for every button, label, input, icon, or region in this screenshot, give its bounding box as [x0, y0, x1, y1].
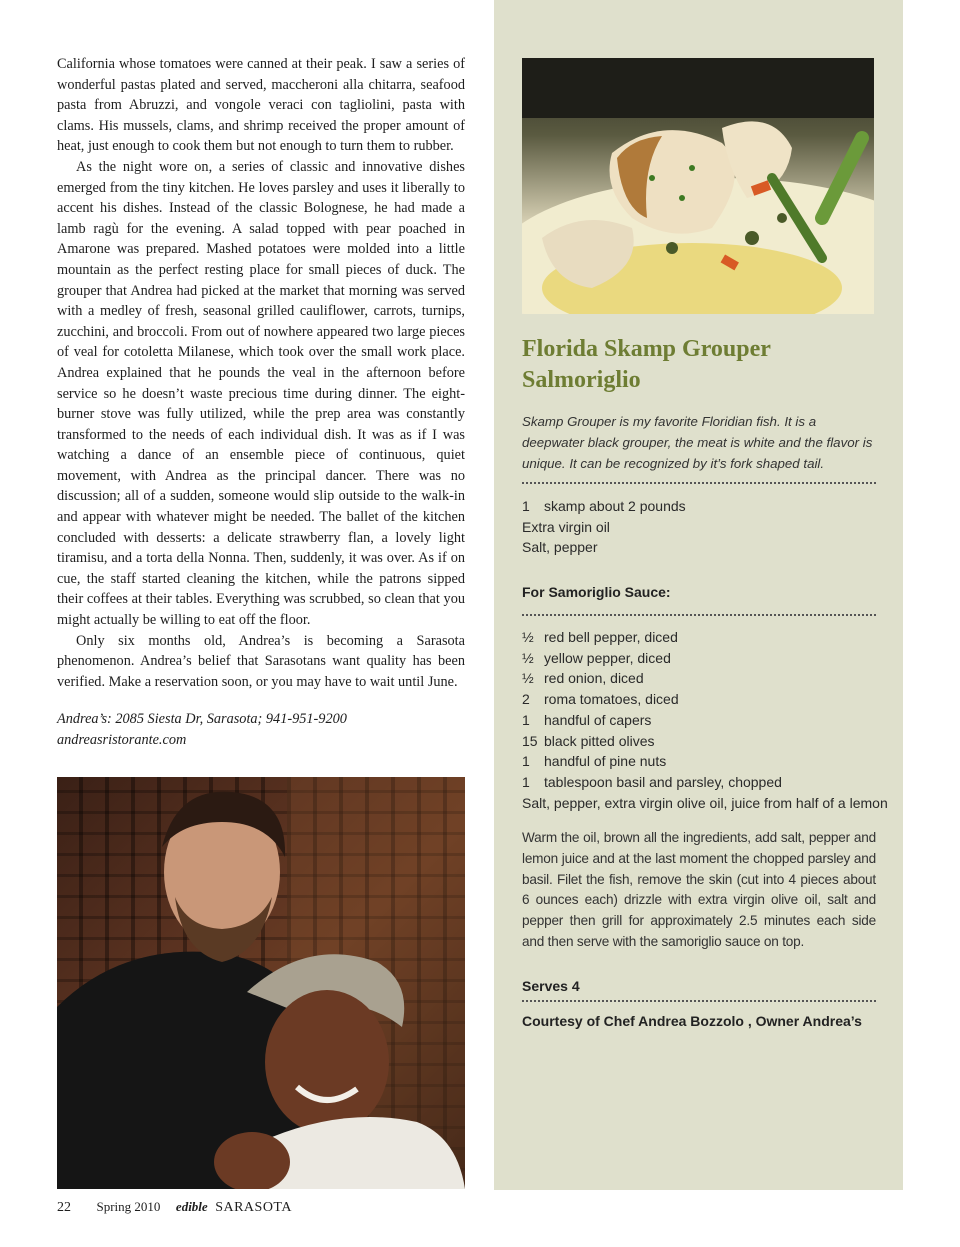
ingredient-row	[522, 751, 882, 772]
magazine-name-city: SARASOTA	[215, 1200, 292, 1215]
ingredient-qty: 1	[522, 711, 530, 728]
ingredient-item: skamp about 2 pounds	[544, 498, 686, 514]
magazine-name-edible: edible	[175, 1199, 208, 1214]
page-number: 22	[57, 1200, 71, 1215]
article-paragraph: California whose tomatoes were canned at their peak. I saw a series of wonderful pastas plated and served, maccheroni alla chitarra, seafood pasta from Abruzzi, and vongole veraci con tagliolini, pasta with clams. His mussels, clams, and shrimp received the proper amount of heat, just enough to cook them but not enough to turn them to rubber.	[57, 56, 465, 155]
ingredient-qty: 1	[522, 498, 530, 514]
dotted-divider	[522, 482, 876, 484]
ingredient-row	[522, 689, 882, 710]
recipe-title	[522, 334, 882, 396]
ingredient-qty: ½	[522, 629, 534, 645]
ingredient-row	[522, 496, 882, 517]
ingredient-row	[522, 710, 882, 731]
recipe-method: Warm the oil, brown all the ingredients, add salt, pepper and lemon juice and at the last moment the chopped parsley and basil. Filet the fish, remove the skin (cut into 4 pieces about 6 ounces each) drizzle with extra virgin olive oil, salt and pepper then grill for approximately 2.5 minutes each side and then serve with the samoriglio sauce on top.	[522, 830, 876, 949]
ingredient-item: red bell pepper, diced	[544, 629, 678, 645]
recipe-title-line: Salmoriglio	[522, 367, 641, 393]
ingredient-item: handful of pine nuts	[544, 753, 667, 770]
ingredient-qty: ½	[522, 670, 534, 687]
ingredient-row	[522, 537, 882, 558]
ingredient-row	[522, 648, 882, 669]
sauce-heading: For Samoriglio Sauce:	[522, 584, 671, 600]
article-paragraph: Only six months old, Andrea’s is becoming a Sarasota phenomenon. Andrea’s belief that Sarasotans want quality has been verified. Make a reservation soon, or you may have to wait until June.	[57, 632, 465, 690]
article-paragraph: As the night wore on, a series of classic and innovative dishes emerged from the tiny kitchen. He loves parsley and uses it liberally to accent his dishes. Instead of the classic Bolognese, he had made a lamb ragù for the evening. A salad topped with pear poached in Amarone was prepared. Mashed potatoes were molded into a little mountain as the perfect resting place for small pieces of duck. The grouper that Andrea had picked at the market that morning was served with a medley of fresh, seasonal grilled cauliflower, carrots, turnips, zucchini, and broccoli. From out of nowhere appeared two large pieces of veal for cotoletta Milanese, which took over the small work place. Andrea explained that he pounds the veal in the afternoon before service so he doesn’t waste precious time during dinner. The eight-burner stove was fully utilized, while the prep area was constantly transformed to the needs of each individual dish. It was as if I was watching a dance of an ensemble piece of continuous, quiet movement, with Andrea as the principal dancer. There was no discussion; all of a sudden, someone would slip outside to the walk-in and appear with whatever might be needed. The ballet of the kitchen concluded with desserts: a delicate strawberry flan, a lovely light tiramisu, and a torta della Nonna. Then, suddenly, it was over. As if on cue, the staff started cleaning the kitchen, while the patrons sipped their coffees at their tables. Everything was scrubbed, so clean that you might actually be willing to eat off the floor.	[57, 158, 465, 629]
restaurant-website: andreasristorante.com	[57, 732, 187, 748]
ingredient-item: Salt, pepper	[522, 539, 598, 556]
chef-portrait-photo	[57, 777, 465, 1189]
ingredient-row	[522, 793, 888, 814]
ingredient-qty: 2	[522, 691, 530, 708]
ingredient-row	[522, 731, 882, 752]
grouper-dish-illustration	[522, 58, 874, 314]
page-footer	[57, 1197, 292, 1217]
recipe-credit: Courtesy of Chef Andrea Bozzolo , Owner Andrea’s	[522, 1013, 862, 1029]
ingredient-item: Extra virgin oil	[522, 518, 610, 535]
ingredient-item: roma tomatoes, diced	[544, 691, 679, 708]
ingredient-item: black pitted olives	[544, 732, 655, 749]
dish-photo	[522, 58, 874, 314]
ingredient-row	[522, 517, 882, 538]
restaurant-info	[57, 709, 465, 751]
ingredient-qty: 1	[522, 753, 530, 770]
ingredient-row	[522, 627, 882, 648]
ingredient-item: tablespoon basil and parsley, chopped	[544, 773, 782, 790]
ingredient-qty: 15	[522, 732, 538, 749]
main-ingredients-list	[522, 496, 882, 558]
chef-portrait-illustration	[57, 777, 465, 1189]
ingredient-row	[522, 772, 882, 793]
ingredient-item: red onion, diced	[544, 670, 644, 687]
issue-season: Spring 2010	[96, 1199, 161, 1214]
ingredient-qty: 1	[522, 773, 530, 790]
serves-label: Serves 4	[522, 978, 580, 994]
ingredient-item: yellow pepper, diced	[544, 649, 671, 666]
restaurant-address: Andrea’s: 2085 Siesta Dr, Sarasota; 941-951-9200	[57, 711, 347, 727]
dotted-divider	[522, 614, 876, 616]
sauce-ingredients-list	[522, 627, 888, 813]
ingredient-row	[522, 668, 882, 689]
ingredient-qty: ½	[522, 649, 534, 666]
article-body	[57, 54, 465, 692]
dotted-divider	[522, 1000, 876, 1002]
ingredient-item: Salt, pepper, extra virgin olive oil, juice from half of a lemon	[522, 794, 888, 811]
recipe-title-line: Florida Skamp Grouper	[522, 336, 771, 362]
recipe-intro: Skamp Grouper is my favorite Floridian fish. It is a deepwater black grouper, the meat is white and the flavor is unique. It can be recognized by it’s fork shaped tail.	[522, 414, 873, 471]
ingredient-item: handful of capers	[544, 711, 652, 728]
